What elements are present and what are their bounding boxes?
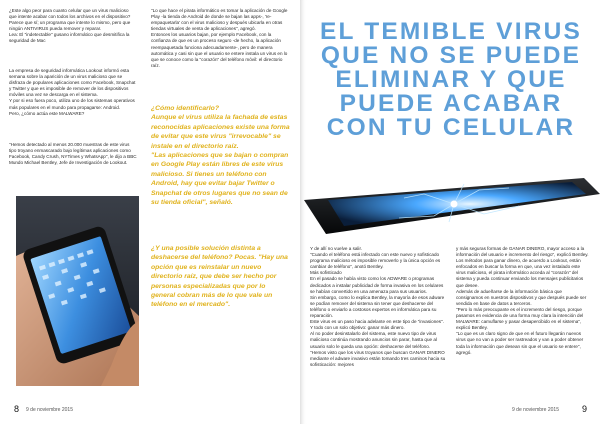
col1-paragraph-c: "Hemos detectado al menos 20.000 muestras de este virus tipo troyano enmascarado bajo legítimas aplicaciones como Facebook, Candy Crush, NYTimes y WhatsApp", le dijo a BBC Mundo Michael Bentley, Jefe de Investigación de Lookout. [9,142,137,166]
date-left: 9 de noviembre 2015 [26,407,73,413]
article-title: EL TEMIBLE VIRUS QUE NO SE PUEDE ELIMINAR Y QUE PUEDE ACABAR CON TU CELULAR [319,18,583,141]
col1-paragraph-b: La empresa de seguridad informática Lookout informó esta semana sobre la aparición de un virus malicioso que se disfraza de populares aplicaciones como Facebook, Snapchat y Twitter y que es imposible de remover de los dispositivos móviles una vez se descarga en el sistema. Y por si eso fuera poco, utiliza uno de los sistemas operativos más populares en el mundo para propagarse: Android. Pero, ¿cómo actúa este MALWARE? [9,68,136,116]
col2-paragraph-a: "Lo que hace el pirata informático es tomar la aplicación de Google Play -la tienda de Android de donde se bajan las apps-, 're-empaquetarla' con el virus malicioso y después ubicarla en otras tiendas virtuales de venta de aplicaciones", agregó. Entonces los usuarios bajan, por ejemplo Facebook, con la confianza de que es un proceso seguro -de hecho, la aplicación reempaquetada funciona adecuadamente-, pero de manera automática y casi sin que el usuario se entere instala un virus en lo que se conoce como la "corazón" del teléfono móvil: el directorio raíz. [151,8,288,68]
date-right: 9 de noviembre 2015 [512,407,559,413]
infected-phone-illustration [304,176,600,236]
page-number-left: 8 [14,404,20,414]
col1-paragraph-a: ¿Este algo peor para cuanto celular que un virus malicioso que intente acabar con todos los archivos en el dispositivo? Parece que sí; un programa que intente lo mismo, pero que ningún ANTIVIRUS pueda remover y reparar. Lea: El "indetectable" gusano informático que desmitifica la seguridad de Mac [9,8,131,44]
hand-phone-illustration [16,196,139,386]
right-page [300,0,600,424]
pull-quote-identify: ¿Cómo identificarlo? Aunque el virus utiliza la fachada de estas reconocidas aplicaciones existe una forma de evitar que este virus "irrevocable" se instale en el directorio raíz. "Las aplicaciones que se bajan o compran en Google Play están libres de este virus malicioso. Si tienes un teléfono con Android, hay que evitar bajar Twitter o Snapchat de otros lugares que no sean de su tienda oficial", señaló. [151,105,290,207]
pull-quote-solution: ¿Y una posible solución distinta a deshacerse del teléfono? Pocas. "Hay una opción que es reinstalar un nuevo directorio raíz, que debe ser hecho por personas especializadas que por lo general cobran más de lo que vale un teléfono en el mercado". [151,245,288,309]
right-col2-paragraph: y más seguras formas de GANAR DINERO, mayor acceso a la información del usuario e incremento del riesgo", explicó Bentley. Los métodos para ganar dinero, de acuerdo a Lookout, están enfocados en buscar la forma en que, una vez instalado este virus malicioso, el pirata informático acceda al "corazón" del sistema y pueda continuar enviando los mensajes publicitarios que desee. Además de adueñarse de la información básica que consignamos en nuestros dispositivos y que después puede ser vendida en base de datos a terceros. "Pero lo más preocupante es el incremento del riesgo, porque pasamos en evidencia de una forma muy clara la intención del MALWARE: camuflarse y pasar desapercibido en el sistema", explicó Bentley. "Lo que es un claro signo de que en el futuro llegarán nuevos virus que no van a poder ser rastreados y van a poder obtener toda la información que desean sin que el usuario se entere", agregó. [456,246,589,355]
hand-holding-phone-image [16,196,139,386]
page-number-right: 9 [582,404,588,414]
right-col1-paragraph: Y de allí no vuelve a salir. "Cuando el teléfono está infectado con este nuevo y sofisticado programa malicioso es imposible removerlo y la única opción es cambiar de teléfono", anotó Bentley. Más sofisticado En el pasado se había visto como los ADWARE o programas dedicados a instalar publicidad de forma invasiva en los celulares se habían convertido en una amenaza para sus usuarios. Sin embargo, como lo explica Bentley, la mayoría de esos adware se podían remover del sistema sin tener que deshacerse del teléfono o enviarlo a costosos expertos en informática para su reparación. Este virus es un paso hacia adelante en este tipo de "invasiones". Y todo con un solo objetivo: ganar más dinero. Al no poder desinstalarlo del sistema, este nuevo tipo de virus malicioso continúa mostrando anuncios sin parar, hasta que al usuario solo le queda una opción: deshacerse del teléfono. "Hemos visto que los virus troyanos que buscan GANAR DINERO mediante el adware invasivo están tomando tres caminos hacia su sofisticación: mejores [310,246,446,367]
infected-phone-image [304,176,600,236]
